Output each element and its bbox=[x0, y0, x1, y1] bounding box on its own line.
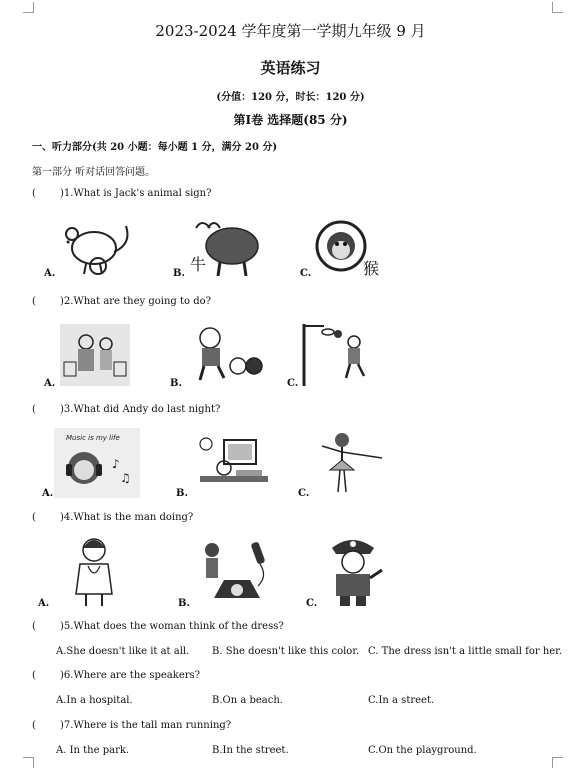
crop-mark-top-right bbox=[552, 2, 563, 13]
exam-title: 2023-2024 学年度第一学期九年级 9 月 bbox=[155, 22, 426, 40]
crop-mark-top-left bbox=[23, 2, 34, 13]
subject-title: 英语练习 bbox=[260, 59, 321, 77]
question-7: ( )7.Where is the tall man running? bbox=[32, 720, 232, 731]
question-text: 6.Where are the speakers? bbox=[63, 670, 201, 681]
music-girl-icon bbox=[54, 428, 140, 498]
option-letter: A. bbox=[44, 268, 56, 279]
ox-icon bbox=[188, 218, 264, 280]
option-c: C.On the playground. bbox=[368, 745, 477, 756]
dancer-icon bbox=[316, 430, 386, 496]
crop-mark-bottom-left bbox=[23, 757, 34, 768]
basketball-icon bbox=[298, 320, 378, 388]
question-2: ( )2.What are they going to do? bbox=[32, 296, 212, 307]
option-letter: C. bbox=[300, 268, 312, 279]
option-a: A.She doesn't like it at all. bbox=[56, 646, 190, 657]
question-1: ( )1.What is Jack's animal sign? bbox=[32, 188, 212, 199]
option-letter: B. bbox=[178, 598, 190, 609]
option-letter: B. bbox=[176, 488, 188, 499]
option-letter: C. bbox=[298, 488, 310, 499]
svg-text:♪: ♪ bbox=[112, 457, 120, 471]
rat-icon bbox=[56, 214, 136, 280]
music-caption: Music is my life bbox=[66, 434, 120, 442]
question-text: 1.What is Jack's animal sign? bbox=[63, 188, 212, 199]
option-c: C. The dress isn't a little small for her. bbox=[368, 646, 563, 657]
score-time-info: (分值：120 分，时长：120 分) bbox=[216, 92, 365, 103]
part-instruction: 第一部分 听对话回答问题。 bbox=[32, 167, 156, 178]
section-title: 一、听力部分(共 20 小题：每小题 1 分，满分 20 分) bbox=[32, 142, 278, 153]
doctor-icon bbox=[66, 536, 126, 608]
question-text: 3.What did Andy do last night? bbox=[63, 404, 221, 415]
option-letter: C. bbox=[287, 378, 299, 389]
option-letter: A. bbox=[42, 488, 54, 499]
monkey-label: 猴 bbox=[363, 259, 380, 278]
crop-mark-bottom-right bbox=[552, 757, 563, 768]
option-b: B. She doesn't like this color. bbox=[212, 646, 360, 657]
question-text: 2.What are they going to do? bbox=[63, 296, 212, 307]
question-6: ( )6.Where are the speakers? bbox=[32, 670, 201, 681]
option-letter: A. bbox=[44, 378, 56, 389]
question-text: 7.Where is the tall man running? bbox=[63, 720, 232, 731]
soccer-icon bbox=[192, 324, 264, 384]
option-letter: C. bbox=[306, 598, 318, 609]
ox-label: 牛 bbox=[190, 255, 207, 274]
telephone-icon bbox=[198, 536, 276, 608]
shopping-icon bbox=[58, 322, 132, 388]
question-text: 4.What is the man doing? bbox=[63, 512, 194, 523]
option-a: A.In a hospital. bbox=[56, 695, 133, 706]
option-c: C.In a street. bbox=[368, 695, 435, 706]
option-b: B.In the street. bbox=[212, 745, 289, 756]
volume-title: 第Ⅰ卷 选择题(85 分) bbox=[233, 113, 348, 127]
question-3: ( )3.What did Andy do last night? bbox=[32, 404, 221, 415]
svg-text:♫: ♫ bbox=[120, 471, 131, 485]
option-letter: B. bbox=[173, 268, 185, 279]
policeman-icon bbox=[318, 534, 388, 608]
question-text: 5.What does the woman think of the dress? bbox=[63, 621, 284, 632]
option-b: B.On a beach. bbox=[212, 695, 283, 706]
question-4: ( )4.What is the man doing? bbox=[32, 512, 194, 523]
option-letter: B. bbox=[170, 378, 182, 389]
question-5: ( )5.What does the woman think of the dress? bbox=[32, 621, 284, 632]
monkey-icon bbox=[313, 216, 389, 280]
option-letter: A. bbox=[38, 598, 50, 609]
computer-icon bbox=[196, 432, 272, 494]
option-a: A. In the park. bbox=[56, 745, 130, 756]
